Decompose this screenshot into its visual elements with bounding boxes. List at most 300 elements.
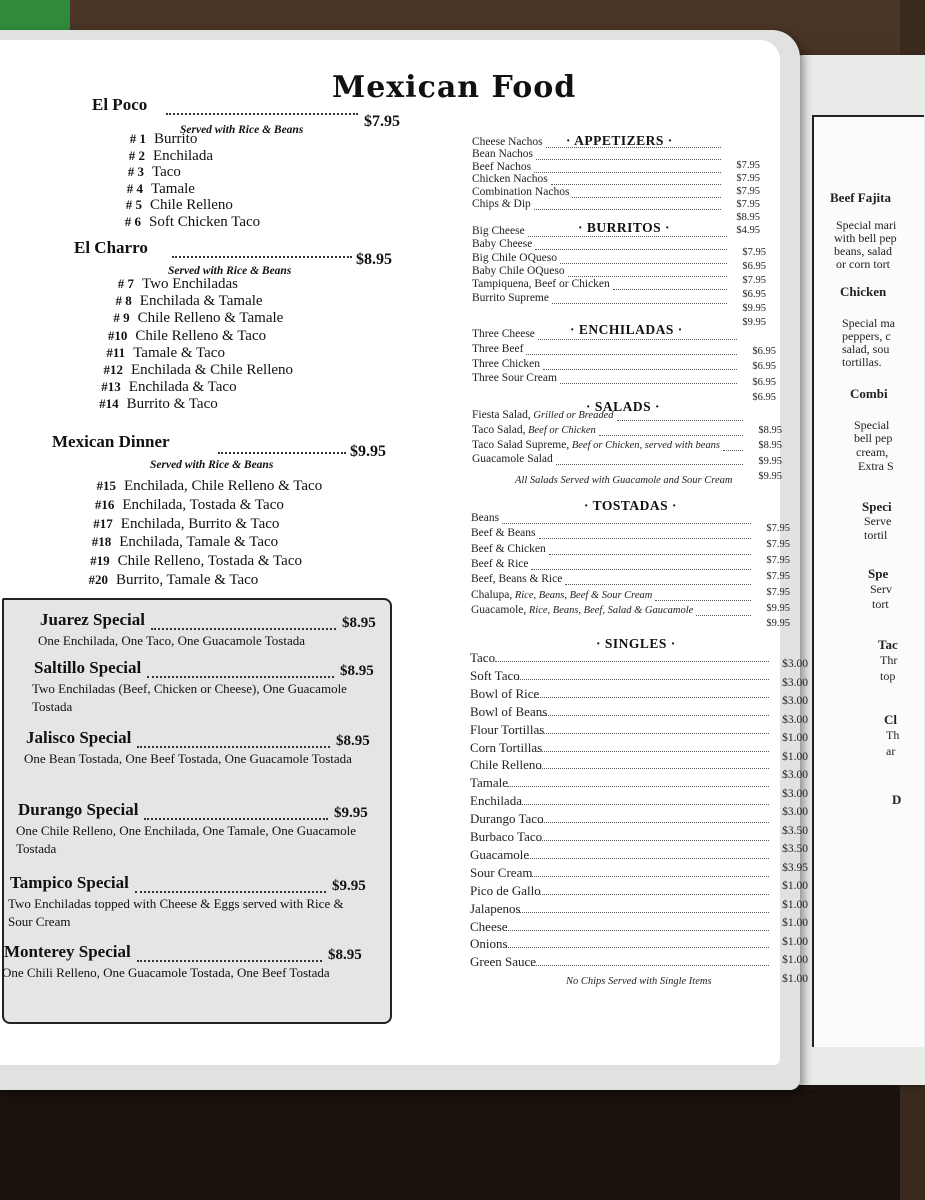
single-item-price: $1.00 bbox=[782, 750, 808, 763]
right-page-line: top bbox=[880, 669, 896, 683]
salads-note: All Salads Served with Guacamole and Sour Cream bbox=[515, 475, 733, 486]
special-name: Monterey Special bbox=[4, 942, 131, 961]
single-item-name: Cheese bbox=[470, 918, 508, 934]
single-leader bbox=[525, 858, 769, 859]
el-poco-heading: El Poco bbox=[92, 95, 148, 114]
tostada-item bbox=[471, 527, 536, 539]
single-item bbox=[470, 650, 495, 666]
enchilada-item-price: $6.95 bbox=[752, 346, 776, 357]
burrito-item-price: $6.95 bbox=[742, 260, 766, 272]
tostada-item bbox=[471, 558, 528, 570]
single-item bbox=[470, 954, 536, 970]
tostada-item-price: $7.95 bbox=[766, 523, 790, 534]
single-item bbox=[470, 775, 508, 791]
mexican-dinner-item bbox=[79, 516, 280, 533]
single-leader bbox=[536, 894, 769, 895]
el-poco-item bbox=[112, 131, 197, 148]
single-leader bbox=[538, 822, 769, 823]
appetizer-item-price: $7.95 bbox=[736, 186, 760, 197]
single-item-name: Flour Tortillas bbox=[470, 721, 545, 737]
burrito-item-price: $9.95 bbox=[742, 302, 766, 314]
special-leader bbox=[135, 891, 326, 893]
right-page-line: Cl bbox=[884, 712, 897, 727]
el-charro-leader bbox=[172, 256, 352, 258]
tostada-leader bbox=[549, 554, 751, 555]
enchilada-leader bbox=[543, 369, 737, 370]
single-item-price: $3.50 bbox=[782, 824, 808, 837]
single-item-price: $1.00 bbox=[782, 935, 808, 948]
single-item-price: $1.00 bbox=[782, 917, 808, 929]
appetizer-item bbox=[472, 186, 569, 198]
el-poco-item bbox=[107, 214, 260, 231]
salad-item bbox=[472, 424, 596, 436]
el-charro-item-number: #11 bbox=[106, 344, 126, 360]
salad-item bbox=[472, 453, 553, 465]
el-poco-item-name: Soft Chicken Taco bbox=[149, 213, 261, 230]
enchilada-leader bbox=[560, 383, 737, 384]
mexican-dinner-item-number: #17 bbox=[93, 515, 113, 531]
appetizer-leader bbox=[536, 159, 721, 160]
burrito-item bbox=[472, 265, 565, 277]
tostada-item-price: $7.95 bbox=[766, 586, 790, 598]
single-leader bbox=[528, 876, 769, 877]
mexican-dinner-item-name: Burrito, Tamale & Taco bbox=[116, 572, 259, 588]
enchilada-leader bbox=[538, 339, 737, 340]
right-page-line: bell pep bbox=[854, 431, 893, 445]
tostada-item-name: Chalupa, bbox=[471, 588, 513, 601]
right-page-line: peppers, c bbox=[842, 329, 891, 343]
appetizer-item-price: $7.95 bbox=[736, 160, 760, 171]
appetizer-item-price: $7.95 bbox=[736, 199, 760, 210]
mexican-dinner-item-number: #19 bbox=[90, 553, 110, 569]
salad-item-name: Fiesta Salad, bbox=[472, 409, 531, 421]
right-page-line: Combi bbox=[850, 386, 888, 401]
right-page-line: ar bbox=[886, 744, 896, 758]
tostada-item-name: Beef, Beans & Rice bbox=[471, 573, 563, 586]
el-charro-item-number: # 7 bbox=[117, 276, 134, 291]
el-charro-item-number: #13 bbox=[101, 379, 121, 395]
el-charro-item bbox=[91, 345, 225, 362]
special-name: Saltillo Special bbox=[34, 658, 142, 677]
appetizer-heading: · APPETIZERS · bbox=[566, 133, 673, 148]
appetizer-item bbox=[472, 173, 548, 185]
mexican-dinner-item-name: Enchilada, Burrito & Taco bbox=[120, 515, 280, 532]
salad-item-detail: Beef or Chicken, served with beans bbox=[569, 439, 720, 451]
el-charro-item-number: #14 bbox=[99, 396, 119, 412]
single-item bbox=[470, 847, 529, 863]
tostada-item-price: $7.95 bbox=[766, 554, 790, 566]
right-page-line: tortil bbox=[864, 528, 888, 542]
single-item bbox=[470, 704, 547, 720]
single-item-name: Taco bbox=[470, 650, 496, 665]
tostada-leader bbox=[531, 569, 751, 570]
el-charro-item bbox=[98, 293, 263, 310]
single-item-name: Corn Tortillas bbox=[470, 739, 543, 755]
tostada-leader bbox=[696, 615, 751, 616]
mexican-dinner-item bbox=[82, 478, 322, 495]
special-name: Tampico Special bbox=[10, 873, 129, 892]
special-price: $8.95 bbox=[336, 733, 370, 749]
right-page-line: tortillas. bbox=[842, 355, 882, 369]
mexican-dinner-item-number: #15 bbox=[96, 478, 116, 493]
el-poco-item-number: # 6 bbox=[124, 213, 141, 229]
tostada-item bbox=[471, 604, 693, 616]
right-page-line: or corn tort bbox=[836, 257, 890, 271]
burrito-leader bbox=[552, 303, 727, 304]
burrito-item bbox=[472, 225, 525, 237]
burrito-item bbox=[472, 278, 610, 290]
single-item bbox=[470, 722, 544, 738]
single-leader bbox=[539, 733, 769, 734]
single-item-price: $3.95 bbox=[782, 861, 808, 874]
appetizer-item-name: Cheese Nachos bbox=[472, 136, 543, 148]
single-leader bbox=[531, 965, 769, 966]
single-item-name: Chile Relleno bbox=[470, 757, 542, 773]
special-description: One Bean Tostada, One Beef Tostada, One Guacamole Tostada bbox=[24, 751, 352, 766]
single-leader bbox=[506, 930, 769, 931]
mexican-dinner-subtitle: Served with Rice & Beans bbox=[150, 459, 274, 471]
tostada-item-price: $9.95 bbox=[766, 618, 790, 630]
single-leader bbox=[534, 697, 769, 698]
el-charro-item bbox=[93, 328, 266, 345]
tostada-item-name: Beef & Rice bbox=[471, 557, 529, 570]
special-leader bbox=[137, 746, 330, 748]
burrito-heading: · BURRITOS · bbox=[578, 220, 671, 235]
enchilada-item bbox=[472, 328, 535, 340]
el-charro-item-number: #12 bbox=[103, 362, 123, 377]
enchilada-item-name: Three Chicken bbox=[472, 357, 541, 370]
burrito-leader bbox=[528, 236, 727, 237]
mexican-dinner-item bbox=[76, 553, 302, 570]
right-page-line: Serv bbox=[870, 582, 892, 596]
salad-leader bbox=[556, 464, 743, 465]
mexican-dinner-heading: Mexican Dinner bbox=[52, 432, 170, 451]
single-leader bbox=[541, 715, 769, 716]
special-leader bbox=[147, 676, 334, 678]
special-description: One Chili Relleno, One Guacamole Tostada, One Beef Tostada bbox=[2, 965, 330, 980]
burrito-item-name: Baby Cheese bbox=[472, 238, 533, 251]
special-name: Jalisco Special bbox=[26, 728, 132, 747]
burrito-item-price: $7.95 bbox=[742, 274, 766, 286]
single-item-price: $3.00 bbox=[782, 806, 808, 818]
special-price: $8.95 bbox=[342, 615, 376, 631]
el-charro-item bbox=[85, 396, 218, 413]
burrito-item-name: Tampiquena, Beef or Chicken bbox=[472, 278, 610, 291]
salad-item-detail: Grilled or Breaded bbox=[530, 410, 614, 421]
el-charro-item bbox=[89, 362, 293, 379]
el-charro-item bbox=[87, 379, 237, 396]
burrito-item-price: $9.95 bbox=[742, 316, 766, 328]
burrito-item-price: $6.95 bbox=[742, 288, 766, 300]
salad-item-price: $8.95 bbox=[758, 440, 782, 452]
salad-leader bbox=[723, 450, 743, 451]
enchilada-item-name: Three Cheese bbox=[472, 328, 535, 340]
single-item-name: Durango Taco bbox=[470, 811, 544, 827]
single-item-name: Green Sauce bbox=[470, 954, 537, 970]
single-item-price: $1.00 bbox=[782, 954, 808, 966]
el-poco-item-number: # 3 bbox=[127, 164, 144, 179]
right-page-line: Spe bbox=[868, 566, 889, 581]
special-leader bbox=[151, 628, 336, 630]
el-charro-item-name: Enchilada & Tamale bbox=[139, 293, 263, 310]
el-poco-item-name: Tamale bbox=[151, 180, 195, 197]
appetizer-item-name: Chips & Dip bbox=[472, 198, 531, 210]
burrito-item bbox=[472, 252, 557, 264]
burrito-item-price: $7.95 bbox=[742, 247, 766, 258]
single-item-name: Soft Taco bbox=[470, 667, 520, 683]
right-page-line: Special bbox=[854, 418, 890, 432]
table-edge bbox=[0, 1090, 900, 1200]
el-charro-item-name: Chile Relleno & Tamale bbox=[137, 310, 284, 327]
el-poco-item-name: Enchilada bbox=[153, 147, 213, 164]
el-poco-item-name: Taco bbox=[152, 164, 181, 180]
el-charro-heading: El Charro bbox=[74, 238, 148, 257]
right-page-line: Extra S bbox=[858, 459, 894, 473]
single-item-price: $3.00 bbox=[782, 787, 808, 800]
single-item bbox=[470, 740, 542, 756]
right-page-line: tort bbox=[872, 597, 889, 611]
burrito-leader bbox=[568, 276, 727, 277]
el-charro-item-name: Enchilada & Taco bbox=[128, 379, 237, 396]
tostada-item bbox=[471, 512, 499, 524]
single-leader bbox=[507, 786, 769, 787]
right-page-line: cream, bbox=[856, 445, 889, 459]
single-item bbox=[470, 686, 539, 702]
single-leader bbox=[517, 679, 769, 680]
single-item-price: $3.00 bbox=[782, 769, 808, 781]
mexican-dinner-item-number: #16 bbox=[94, 496, 115, 512]
tostada-leader bbox=[539, 538, 751, 539]
el-charro-item-name: Two Enchiladas bbox=[142, 276, 239, 292]
single-item-name: Sour Cream bbox=[470, 864, 533, 880]
single-item-name: Bowl of Rice bbox=[470, 685, 540, 701]
salad-item-price: $8.95 bbox=[758, 425, 782, 436]
burrito-leader bbox=[613, 289, 727, 290]
special-price: $8.95 bbox=[328, 947, 362, 963]
single-item bbox=[470, 793, 522, 809]
enchilada-item bbox=[472, 343, 523, 355]
tostada-item bbox=[471, 573, 562, 585]
menu-title: Mexican Food bbox=[332, 70, 577, 105]
el-charro-item bbox=[100, 276, 238, 293]
tostada-item bbox=[471, 589, 652, 601]
right-page-line: Special mari bbox=[836, 218, 897, 232]
appetizer-leader bbox=[534, 209, 721, 210]
single-item-price: $1.00 bbox=[782, 972, 808, 985]
el-poco-item-number: # 1 bbox=[129, 131, 146, 146]
right-page-line: Tac bbox=[878, 637, 898, 652]
el-charro-item-name: Burrito & Taco bbox=[126, 396, 218, 413]
burrito-item-name: Baby Chile OQueso bbox=[472, 264, 565, 277]
tostada-item bbox=[471, 543, 546, 555]
special-price: $9.95 bbox=[332, 878, 366, 894]
appetizer-leader bbox=[546, 147, 721, 148]
right-page-line: Beef Fajita bbox=[830, 190, 892, 205]
el-poco-item bbox=[110, 164, 181, 181]
enchilada-item-price: $6.95 bbox=[752, 376, 776, 388]
el-poco-item-number: # 5 bbox=[125, 197, 142, 212]
salad-item-name: Taco Salad Supreme, bbox=[472, 438, 570, 451]
appetizer-item-price: $4.95 bbox=[736, 225, 760, 236]
el-poco-item-name: Chile Relleno bbox=[150, 197, 233, 213]
right-page-line: Serve bbox=[864, 514, 892, 528]
mexican-dinner-item bbox=[77, 534, 278, 551]
burrito-leader bbox=[535, 249, 727, 250]
salad-heading: · SALADS · bbox=[586, 399, 661, 414]
mexican-dinner-item-name: Enchilada, Tostada & Taco bbox=[122, 496, 284, 513]
salad-item bbox=[472, 409, 614, 421]
single-item-name: Jalapenos bbox=[470, 900, 521, 916]
tostada-item-name: Beef & Beans bbox=[471, 527, 536, 540]
appetizer-leader bbox=[551, 184, 721, 185]
mexican-dinner-item bbox=[80, 497, 283, 514]
salad-item-name: Taco Salad, bbox=[472, 423, 526, 436]
appetizer-item-name: Chicken Nachos bbox=[472, 173, 548, 186]
salad-item-price: $9.95 bbox=[758, 455, 782, 467]
special-description: Two Enchiladas (Beef, Chicken or Cheese), One Guacamole Tostada bbox=[32, 681, 347, 714]
el-charro-item-number: # 8 bbox=[115, 293, 132, 309]
special-name: Juarez Special bbox=[40, 610, 145, 629]
special-description: Two Enchiladas topped with Cheese & Eggs served with Rice & Sour Cream bbox=[8, 896, 344, 929]
mexican-dinner-item-number: #20 bbox=[88, 572, 108, 587]
right-page-line: with bell pep bbox=[834, 231, 897, 245]
burrito-item bbox=[472, 292, 549, 304]
mexican-dinner-leader bbox=[218, 452, 346, 454]
tostada-item-name: Guacamole, bbox=[471, 603, 527, 616]
single-item-price: $3.00 bbox=[782, 658, 808, 670]
el-poco-item-number: # 2 bbox=[128, 147, 145, 163]
enchilada-item-name: Three Beef bbox=[472, 342, 524, 355]
special-name: Durango Special bbox=[18, 800, 139, 819]
right-page-line: Thr bbox=[880, 653, 898, 667]
single-item-price: $1.00 bbox=[782, 898, 808, 911]
appetizer-leader bbox=[534, 172, 721, 173]
tostada-item-detail: Rice, Beans, Beef, Salad & Gaucamole bbox=[526, 604, 694, 616]
single-item-name: Burbaco Taco bbox=[470, 829, 543, 844]
el-charro-subtitle: Served with Rice & Beans bbox=[168, 265, 292, 277]
el-charro-item-number: # 9 bbox=[113, 310, 130, 326]
single-item bbox=[470, 757, 542, 773]
tostada-item-price: $9.95 bbox=[766, 602, 790, 614]
single-item bbox=[470, 865, 532, 881]
single-leader bbox=[519, 804, 769, 805]
single-leader bbox=[495, 661, 769, 662]
single-leader bbox=[537, 840, 769, 841]
mexican-dinner-item-name: Enchilada, Tamale & Taco bbox=[119, 534, 279, 551]
salad-item bbox=[472, 439, 720, 451]
burrito-item bbox=[472, 238, 532, 250]
single-item-name: Bowl of Beans bbox=[470, 703, 548, 719]
enchilada-item bbox=[472, 358, 540, 370]
enchilada-heading: · ENCHILADAS · bbox=[570, 322, 683, 337]
right-page-line: Speci bbox=[862, 499, 892, 514]
mexican-dinner-item-number: #18 bbox=[91, 534, 112, 550]
el-poco-leader bbox=[166, 113, 358, 115]
burrito-item-name: Big Cheese bbox=[472, 225, 525, 237]
appetizer-item-price: $8.95 bbox=[736, 212, 760, 223]
tostada-leader bbox=[502, 523, 751, 524]
tostada-item-name: Beef & Chicken bbox=[471, 542, 546, 555]
right-page-line: salad, sou bbox=[842, 342, 890, 356]
enchilada-leader bbox=[526, 354, 737, 355]
special-price: $8.95 bbox=[340, 663, 374, 679]
single-item-price: $3.00 bbox=[782, 713, 808, 726]
tostada-leader bbox=[655, 600, 751, 601]
single-heading: · SINGLES · bbox=[596, 636, 676, 651]
salad-leader bbox=[617, 420, 743, 421]
single-item bbox=[470, 901, 521, 917]
right-page-line: Chicken bbox=[840, 284, 887, 299]
el-charro-price: $8.95 bbox=[356, 251, 392, 268]
enchilada-item-price: $6.95 bbox=[752, 392, 776, 404]
appetizer-item bbox=[472, 148, 533, 160]
tostada-item-price: $7.95 bbox=[766, 570, 790, 582]
right-page-line: Th bbox=[886, 728, 900, 742]
salad-item-name: Guacamole Salad bbox=[472, 453, 553, 466]
tostada-item-detail: Rice, Beans, Beef & Sour Cream bbox=[512, 589, 653, 601]
salad-item-price: $9.95 bbox=[758, 471, 782, 483]
burrito-leader bbox=[560, 263, 727, 264]
el-poco-item bbox=[108, 197, 233, 214]
single-item-name: Guacamole bbox=[470, 846, 530, 862]
el-charro-item-number: #10 bbox=[107, 327, 128, 343]
tostada-item-name: Beans bbox=[471, 512, 500, 524]
tostada-item-price: $7.95 bbox=[766, 538, 790, 550]
special-price: $9.95 bbox=[334, 805, 368, 821]
right-page-line: D bbox=[892, 792, 902, 807]
mexican-dinner-price: $9.95 bbox=[350, 443, 386, 460]
el-charro-item bbox=[96, 310, 284, 327]
single-item-name: Enchilada bbox=[470, 793, 522, 809]
appetizer-item bbox=[472, 136, 543, 148]
appetizer-item-name: Beef Nachos bbox=[472, 160, 532, 173]
mexican-dinner-item-name: Chile Relleno, Tostada & Taco bbox=[117, 553, 302, 570]
single-item bbox=[470, 936, 508, 952]
el-charro-item-name: Tamale & Taco bbox=[133, 344, 225, 361]
single-item bbox=[470, 668, 520, 684]
mexican-dinner-item-name: Enchilada, Chile Relleno & Taco bbox=[124, 478, 323, 494]
right-page-line: beans, salad bbox=[834, 244, 892, 258]
single-item-price: $3.00 bbox=[782, 676, 808, 689]
special-description: One Chile Relleno, One Enchilada, One Tamale, One Guacamole Tostada bbox=[16, 823, 356, 856]
single-item-price: $1.00 bbox=[782, 880, 808, 892]
enchilada-item bbox=[472, 372, 557, 384]
enchilada-item-name: Three Sour Cream bbox=[472, 372, 557, 385]
mexican-dinner-item bbox=[74, 572, 258, 589]
single-item bbox=[470, 883, 541, 899]
el-charro-item-name: Enchilada & Chile Relleno bbox=[131, 362, 294, 378]
special-description: One Enchilada, One Taco, One Guacamole Tostada bbox=[38, 633, 305, 648]
single-leader bbox=[537, 751, 769, 752]
single-item bbox=[470, 829, 542, 845]
burrito-item-name: Burrito Supreme bbox=[472, 291, 549, 304]
el-poco-item bbox=[111, 148, 213, 165]
single-item-name: Onions bbox=[470, 936, 508, 952]
enchilada-item-price: $6.95 bbox=[752, 361, 776, 373]
right-page-line: Special ma bbox=[842, 316, 895, 330]
special-leader bbox=[137, 960, 322, 962]
appetizer-item-name: Bean Nachos bbox=[472, 148, 533, 161]
appetizer-item bbox=[472, 198, 531, 210]
single-item-name: Tamale bbox=[470, 775, 509, 791]
el-charro-item-name: Chile Relleno & Taco bbox=[135, 327, 267, 344]
single-item-price: $1.00 bbox=[782, 732, 808, 744]
el-poco-price: $7.95 bbox=[364, 113, 400, 130]
appetizer-item bbox=[472, 161, 531, 173]
single-item bbox=[470, 919, 508, 935]
appetizer-leader bbox=[572, 197, 721, 198]
el-poco-item bbox=[109, 181, 195, 198]
